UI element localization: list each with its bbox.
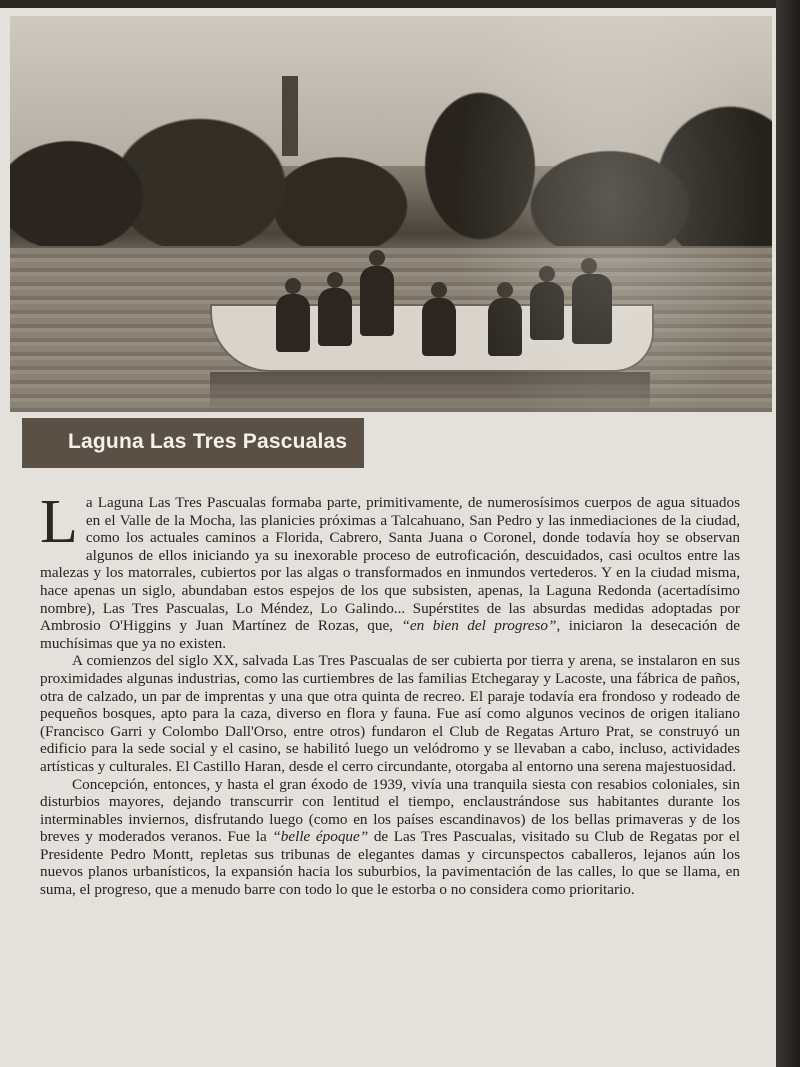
book-page — [0, 8, 778, 1067]
drop-cap: L — [40, 488, 78, 556]
paragraph-2: A comienzos del siglo XX, salvada Las Tres Pascualas de ser cubierta por tierra y arena, se instalaron en sus proximidades algunas industrias, como las curtiembres de las familias Etchegaray y Lacoste, una fábrica de paños, otra de calzado, un par de imprentas y una que otra quinta de recreo. El paraje todavía era frondoso y rodeado de pequeños bosques, apto para la caza, diverso en flora y fauna. Fue así como algunos vecinos de origen italiano (Francisco Garri y Colombo Dall'Orso, entre otros) fundaron el Club de Regatas Arturo Prat, se construyó un edificio para la sede social y el casino, se habilitó luego un velódromo y se llevaban a cabo, incluso, actividades artísticas y culturales. El Castillo Haran, desde el cerro circundante, otorgaba al entorno una serena majestuosidad. — [40, 652, 740, 775]
section-heading: Laguna Las Tres Pascualas — [68, 430, 348, 453]
paragraph-3: Concepción, entonces, y hasta el gran éxodo de 1939, vivía una tranquila siesta con resabios coloniales, sin disturbios mayores, dejando transcurrir con lentitud el tiempo, enclaustrándose sus habitantes durante los interminables inviernos, disfrutando luego (como en los países escandinavos) de los bellas primaveras y de los breves y moderados veranos. Fue la “belle époque” de Las Tres Pascualas, visitado su Club de Regatas por el Presidente Pedro Montt, repletas sus tribunas de elegantes damas y circunspectos caballeros, lejanos aún los nuevos planos urbanísticos, la expansión hacia los suburbios, la pavimentación de las calles, lo que se llama, en suma, el progreso, que a menudo barre con todo lo que le estorba o no considera como prioritario. — [40, 775, 741, 899]
article-body — [40, 488, 741, 899]
book-binding-edge — [776, 0, 800, 1067]
paragraph-1: La Laguna Las Tres Pascualas formaba parte, primitivamente, de numerosísimos cuerpos de agua situados en el Valle de la Mocha, las planicies próximas a Talcahuano, San Pedro y las inmediaciones de la ciudad, como los actuales caminos a Florida, Cabrero, Santa Juana o Coronel, donde todavía hoy se observan algunos de ellos iniciando ya su inexorable proceso de eutroficación, descuidados, casi ocultos entre las malezas y los matorrales, cubiertos por las algas o transformados en inmundos vertederos. Y en la ciudad misma, hace apenas un siglo, abundaban estos espejos de los que subsisten, apenas, la Laguna Redonda (acertadísimo nombre), Las Tres Pascualas, Lo Méndez, Lo Galindo... Supérstites de las absurdas medidas adoptadas por Ambrosio O'Higgins y Juan Martínez de Rozas, que, “en bien del progreso”, iniciaron la desecación de muchísimas que ya no existen. — [40, 488, 741, 652]
historical-photo-boat-on-lagoon — [10, 16, 772, 412]
section-heading-band — [22, 418, 364, 468]
